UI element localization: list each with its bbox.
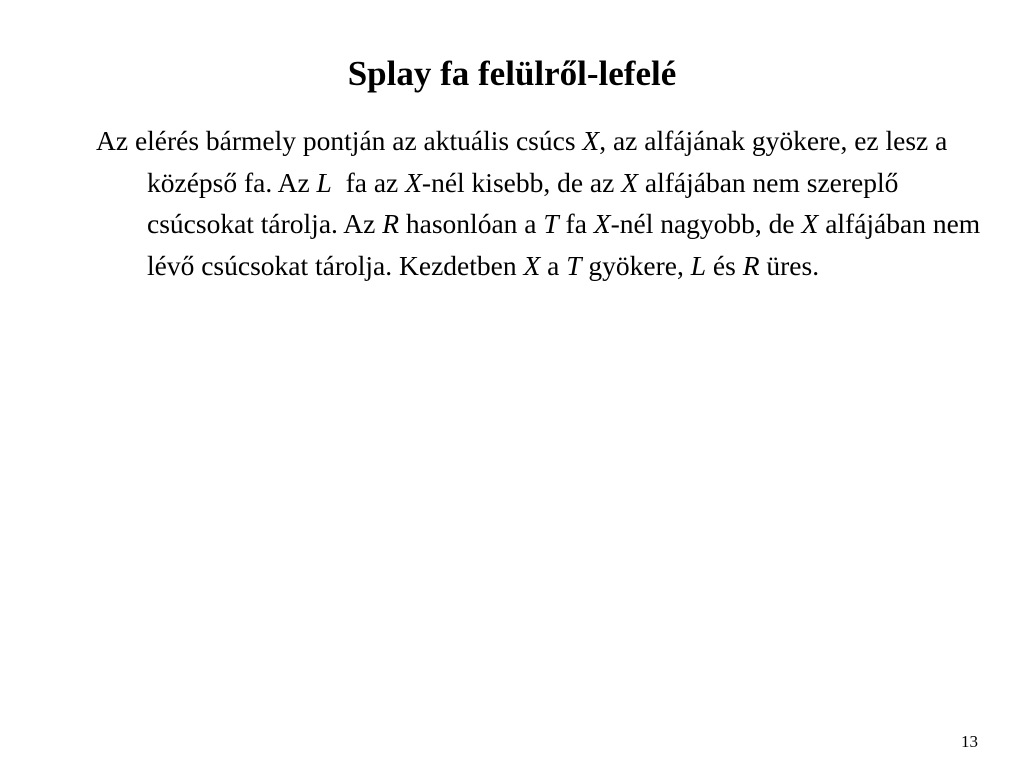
paragraph-run: üres. xyxy=(759,249,820,281)
paragraph-run: -nél kisebb, de az xyxy=(421,166,622,198)
paragraph-run-italic: L xyxy=(316,166,332,198)
paragraph-run: , az alfájának gyökere, ez lesz a középső fa. Az xyxy=(147,125,948,198)
paragraph-run: alfájában nem lévő csúcsokat tárolja. Kezdetben xyxy=(147,208,981,281)
body-paragraph xyxy=(96,120,1007,286)
paragraph-run-italic: R xyxy=(742,249,760,281)
paragraph-run-italic: R xyxy=(382,208,400,239)
paragraph-run-italic: X xyxy=(593,208,611,239)
paragraph-run-italic: X xyxy=(405,166,422,198)
paragraph-run: és xyxy=(706,249,743,281)
paragraph-run: alfájában nem szereplő csúcsokat tárolja. Az xyxy=(147,166,899,239)
paragraph-run: -nél nagyobb, de xyxy=(610,208,802,239)
paragraph-run: fa xyxy=(558,208,594,239)
paragraph-run-italic: X xyxy=(523,249,541,281)
paragraph-run-italic: X xyxy=(801,208,819,239)
paragraph-run-italic: T xyxy=(566,249,582,281)
paragraph-run: Az elérés bármely pontján az aktuális csúcs xyxy=(96,125,583,156)
paragraph-run-italic: X xyxy=(582,125,600,156)
page-number: 13 xyxy=(961,732,978,751)
paragraph-run: a xyxy=(540,249,567,281)
paragraph-run-italic: T xyxy=(543,208,559,239)
paragraph-run-italic: L xyxy=(690,249,707,281)
slide-title: Splay fa felülről-lefelé xyxy=(347,54,677,93)
paragraph-run: gyökere, xyxy=(581,249,691,281)
paragraph-run: hasonlóan a xyxy=(399,208,544,239)
paragraph-run-italic: X xyxy=(621,166,639,198)
paragraph-run: fa az xyxy=(331,166,406,198)
